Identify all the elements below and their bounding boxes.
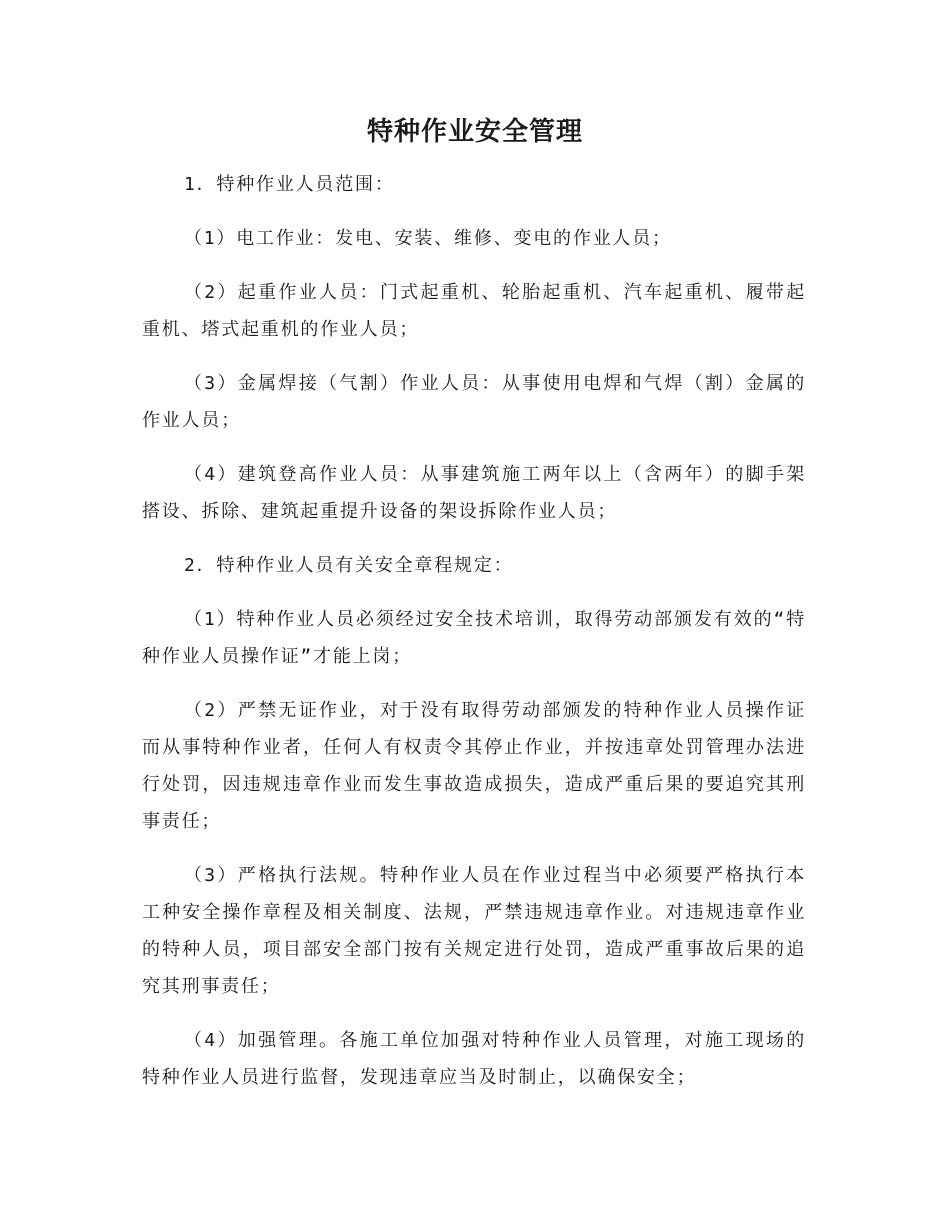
paragraph-high-altitude: （4）建筑登高作业人员：从事建筑施工两年以上（含两年）的脚手架搭设、拆除、建筑起重提升设备的架设拆除作业人员； bbox=[142, 464, 806, 522]
paragraph-training-certificate: （1）特种作业人员必须经过安全技术培训，取得劳动部颁发有效的“特种作业人员操作证”才能上岗； bbox=[142, 609, 806, 667]
paragraph-strengthen-management: （4）加强管理。各施工单位加强对特种作业人员管理，对施工现场的特种作业人员进行监督，发现违章应当及时制止，以确保安全； bbox=[142, 1030, 806, 1088]
paragraph-no-uncertified-work: （2）严禁无证作业，对于没有取得劳动部颁发的特种作业人员操作证而从事特种作业者，任何人有权责令其停止作业，并按违章处罚管理办法进行处罚，因违规违章作业而发生事故造成损失，造成严重后果的要追究其刑事责任； bbox=[142, 700, 806, 832]
paragraph-enforce-regulations: （3）严格执行法规。特种作业人员在作业过程当中必须要严格执行本工种安全操作章程及相关制度、法规，严禁违规违章作业。对违规违章作业的特种人员，项目部安全部门按有关规定进行处罚，造成严重事故后果的追究其刑事责任； bbox=[142, 865, 806, 997]
section-heading-scope: 1．特种作业人员范围： bbox=[184, 174, 395, 195]
paragraph-welding: （3）金属焊接（气割）作业人员：从事使用电焊和气焊（割）金属的作业人员； bbox=[142, 373, 806, 431]
paragraph-electrician: （1）电工作业：发电、安装、维修、变电的作业人员； bbox=[184, 228, 672, 249]
section-heading-regulations: 2．特种作业人员有关安全章程规定： bbox=[184, 555, 514, 576]
document-title: 特种作业安全管理 bbox=[366, 117, 583, 147]
paragraph-crane-operators: （2）起重作业人员：门式起重机、轮胎起重机、汽车起重机、履带起重机、塔式起重机的作业人员； bbox=[142, 282, 806, 340]
document-body bbox=[142, 166, 806, 1113]
